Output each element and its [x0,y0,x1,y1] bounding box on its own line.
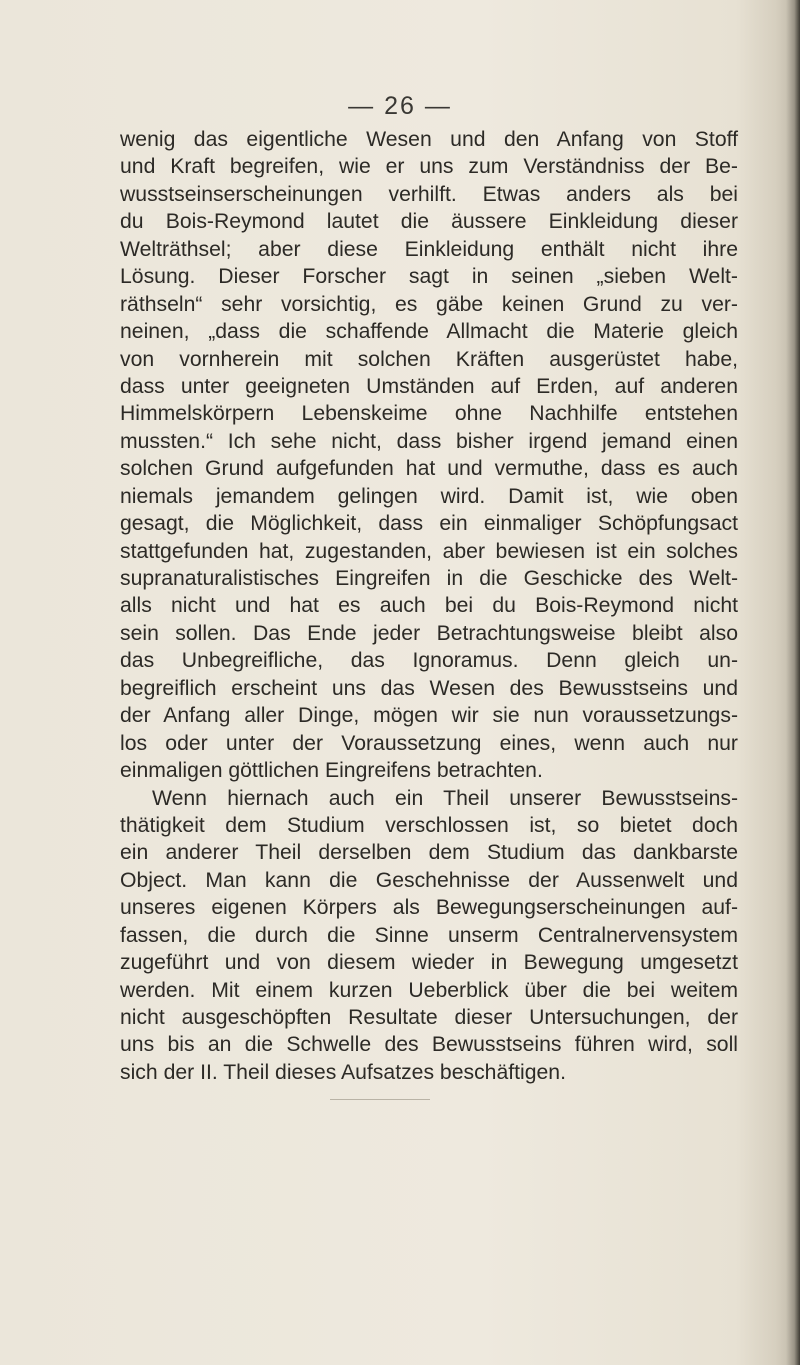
text-line: solchen Grund aufgefunden hat und vermuthe, dass es auch [120,457,738,481]
text-line: neinen, „dass die schaffende Allmacht die Materie gleich [120,320,738,344]
paragraph-end-line: sich der II. Theil dieses Aufsatzes beschäftigen. [120,1060,566,1084]
section-divider [330,1099,430,1100]
text-line: das Unbegreifliche, das Ignoramus. Denn gleich un- [120,649,738,673]
paragraph-end-line: einmaligen göttlichen Eingreifens betrachten. [120,759,543,783]
text-line: Lösung. Dieser Forscher sagt in seinen „sieben Welt- [120,265,738,289]
text-line: uns bis an die Schwelle des Bewusstseins führen wird, soll [120,1033,738,1057]
text-line: niemals jemandem gelingen wird. Damit ist, wie oben [120,484,738,508]
text-line: unseres eigenen Körpers als Bewegungserscheinungen auf- [120,896,738,920]
paragraph-start-line: Wenn hiernach auch ein Theil unserer Bewusstseins- [152,786,738,810]
text-line: fassen, die durch die Sinne unserm Centralnervensystem [120,923,738,947]
text-line: Object. Man kann die Geschehnisse der Aussenwelt und [120,868,738,892]
text-line: räthseln“ sehr vorsichtig, es gäbe keinen Grund zu ver- [120,292,738,316]
text-line: dass unter geeigneten Umständen auf Erden, auf anderen [120,374,738,398]
text-line: los oder unter der Voraussetzung eines, wenn auch nur [120,731,738,755]
text-line: du Bois-Reymond lautet die äussere Einkleidung dieser [120,210,738,234]
text-line: begreiflich erscheint uns das Wesen des Bewusstseins und [120,676,738,700]
text-line: ein anderer Theil derselben dem Studium das dankbarste [120,841,738,865]
text-line: mussten.“ Ich sehe nicht, dass bisher irgend jemand einen [120,429,738,453]
text-line: der Anfang aller Dinge, mögen wir sie nun voraussetzungs- [120,704,738,728]
text-line: zugeführt und von diesem wieder in Bewegung umgesetzt [120,951,738,975]
text-line: von vornherein mit solchen Kräften ausgerüstet habe, [120,347,738,371]
text-line: sein sollen. Das Ende jeder Betrachtungsweise bleibt also [120,621,738,645]
text-line: alls nicht und hat es auch bei du Bois-Reymond nicht [120,594,738,618]
text-line: wusstseinserscheinungen verhilft. Etwas anders als bei [120,182,738,206]
text-line: und Kraft begreifen, wie er uns zum Verständniss der Be- [120,155,738,179]
body-text [120,126,738,1086]
text-line: stattgefunden hat, zugestanden, aber bewiesen ist ein solches [120,539,738,563]
text-line: gesagt, die Möglichkeit, dass ein einmaliger Schöpfungsact [120,512,738,536]
text-line: supranaturalistisches Eingreifen in die Geschicke des Welt- [120,567,738,590]
text-line: wenig das eigentliche Wesen und den Anfang von Stoff [120,128,738,151]
page-number: — 26 — [348,92,452,120]
text-line: Himmelskörpern Lebenskeime ohne Nachhilfe entstehen [120,402,738,426]
text-line: thätigkeit dem Studium verschlossen ist, so bietet doch [120,813,738,837]
page-edge-shadow [786,0,800,1365]
text-line: nicht ausgeschöpften Resultate dieser Untersuchungen, der [120,1006,738,1029]
text-line: werden. Mit einem kurzen Ueberblick über die bei weitem [120,978,738,1002]
text-line: Welträthsel; aber diese Einkleidung enthält nicht ihre [120,237,738,261]
